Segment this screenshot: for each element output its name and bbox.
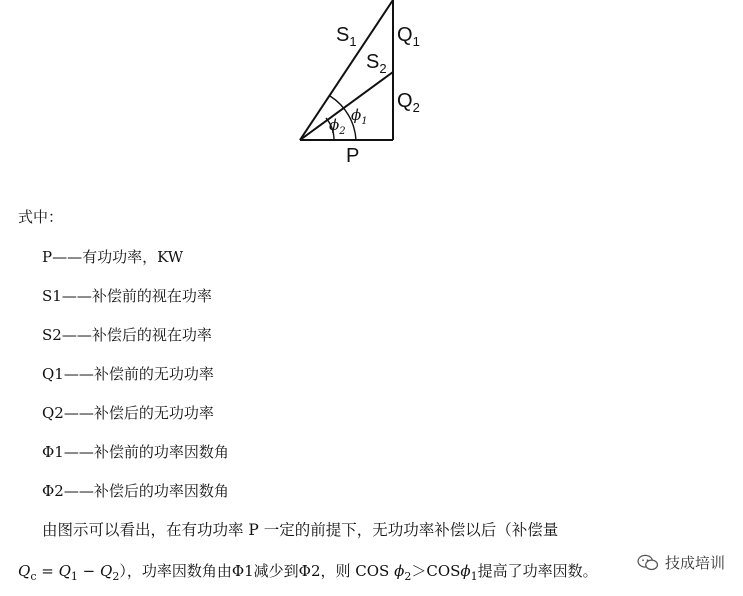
legend-item-phi1: Φ1——补偿前的功率因数角 (42, 443, 229, 461)
label-Q1: $Q_1$ (397, 24, 420, 49)
legend-item-phi2: Φ2——补偿后的功率因数角 (42, 482, 229, 500)
power-triangle-diagram (0, 0, 743, 180)
legend-item-S2: S2——补偿后的视在功率 (42, 326, 212, 344)
formula-Qc: $Q_c = Q_1 - Q_2$ (18, 562, 120, 583)
wechat-icon (637, 554, 659, 572)
phi1-symbol: $\phi_1$ (460, 562, 478, 583)
conclusion-line-1: 由图示可以看出，在有功功率 P 一定的前提下，无功功率补偿以后（补偿量 (42, 521, 559, 539)
label-P: P (346, 145, 360, 167)
phi2-symbol: $\phi_2$ (394, 562, 412, 583)
conclusion-line-2 (18, 560, 598, 583)
legend-item-Q1: Q1——补偿前的无功功率 (42, 365, 214, 383)
gt-cos-text: ＞COS (411, 562, 461, 580)
legend-item-P: P——有功功率，KW (42, 248, 184, 266)
conclusion-mid-text: ），功率因数角由Φ1减少到Φ2，则 COS (119, 562, 395, 580)
legend-heading: 式中： (18, 208, 64, 226)
label-S2: $S_2$ (366, 51, 387, 76)
watermark-text: 技成培训 (664, 554, 725, 572)
label-S1: $S_1$ (336, 24, 357, 49)
watermark (637, 552, 725, 573)
conclusion-end-text: 提高了功率因数。 (477, 562, 598, 580)
label-Q2: $Q_2$ (397, 90, 420, 115)
legend-item-Q2: Q2——补偿后的无功功率 (42, 404, 214, 422)
legend-item-S1: S1——补偿前的视在功率 (42, 287, 212, 305)
label-phi1: $\phi_1$ (351, 106, 368, 127)
label-phi2: $\phi_2$ (329, 116, 346, 137)
hypotenuse-S2 (300, 72, 393, 140)
